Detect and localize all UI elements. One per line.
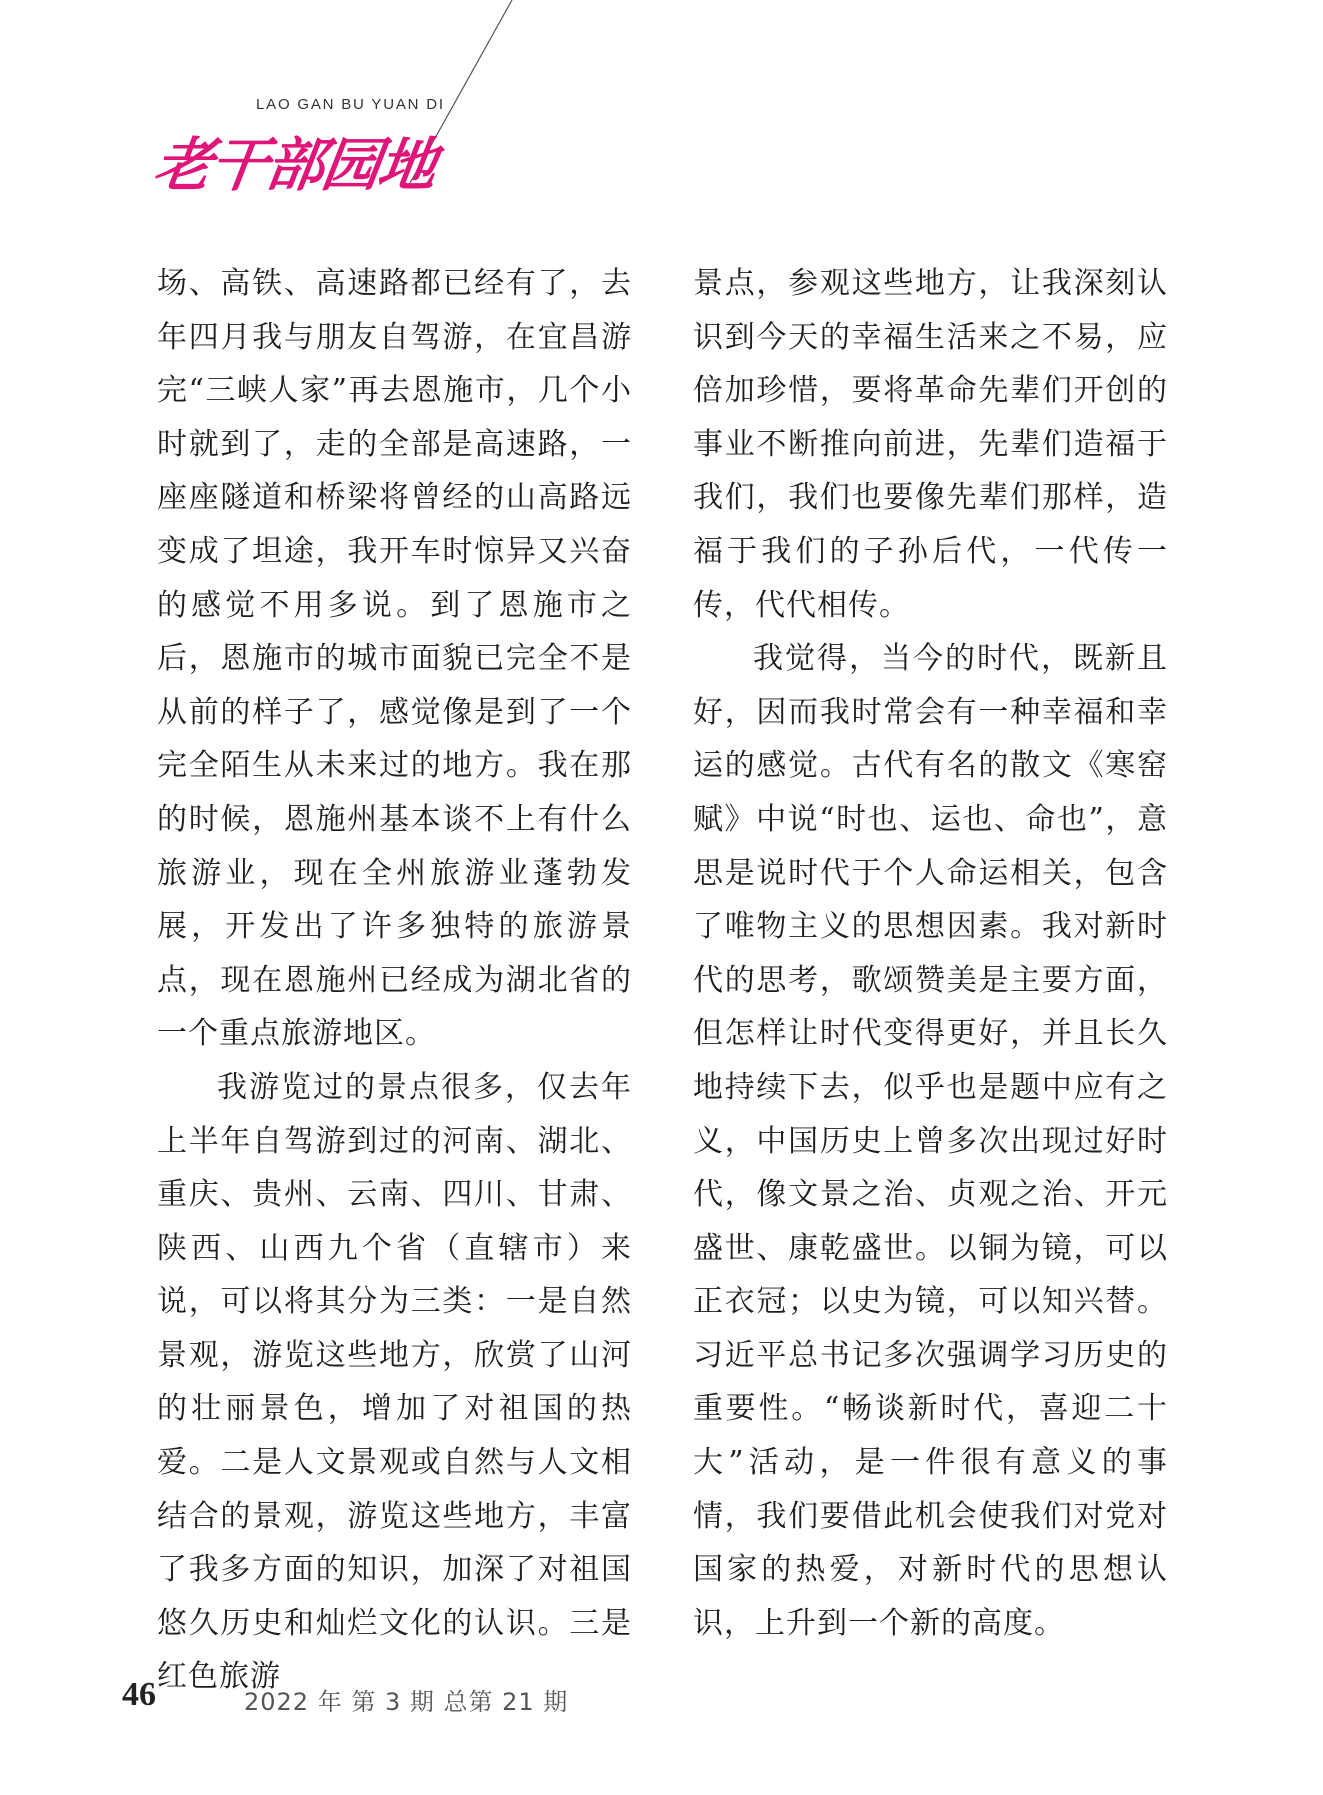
left-column xyxy=(157,257,632,1704)
magazine-logo: 老干部园地 xyxy=(149,131,440,199)
right-column xyxy=(693,257,1168,1650)
paragraph: 我游览过的景点很多，仅去年上半年自驾游到过的河南、湖北、重庆、贵州、云南、四川、甘肃、陕西、山西九个省（直辖市）来说，可以将其分为三类：一是自然景观，游览这些地方，欣赏了山河的壮丽景色，增加了对祖国的热爱。二是人文景观或自然与人文相结合的景观，游览这些地方，丰富了我多方面的知识，加深了对祖国悠久历史和灿烂文化的认识。三是红色旅游 xyxy=(157,1069,632,1695)
issue-info: 2022 年 第 3 期 总第 21 期 xyxy=(244,1688,569,1716)
page-header xyxy=(0,0,1323,200)
magazine-subtitle: LAO GAN BU YUAN DI xyxy=(256,96,445,113)
paragraph: 我觉得，当今的时代，既新且好，因而我时常会有一种幸福和幸运的感觉。古代有名的散文《寒窑赋》中说“时也、运也、命也”，意思是说时代于个人命运相关，包含了唯物主义的思想因素。我对新时代的思考，歌颂赞美是主要方面，但怎样让时代变得更好，并且长久地持续下去，似乎也是题中应有之义，中国历史上曾多次出现过好时代，像文景之治、贞观之治、开元盛世、康乾盛世。以铜为镜，可以正衣冠；以史为镜，可以知兴替。习近平总书记多次强调学习历史的重要性。“畅谈新时代，喜迎二十大”活动，是一件很有意义的事情，我们要借此机会使我们对党对国家的热爱，对新时代的思想认识，上升到一个新的高度。 xyxy=(693,641,1168,1641)
paragraph: 场、高铁、高速路都已经有了，去年四月我与朋友自驾游，在宜昌游完“三峡人家”再去恩施市，几个小时就到了，走的全部是高速路，一座座隧道和桥梁将曾经的山高路远变成了坦途，我开车时惊异又兴奋的感觉不用多说。到了恩施市之后，恩施市的城市面貌已完全不是从前的样子了，感觉像是到了一个完全陌生从未来过的地方。我在那的时候，恩施州基本谈不上有什么旅游业，现在全州旅游业蓬勃发展，开发出了许多独特的旅游景点，现在恩施州已经成为湖北省的一个重点旅游地区。 xyxy=(157,266,632,1052)
page-number: 46 xyxy=(122,1676,156,1713)
paragraph: 景点，参观这些地方，让我深刻认识到今天的幸福生活来之不易，应倍加珍惜，要将革命先辈们开创的事业不断推向前进，先辈们造福于我们，我们也要像先辈们那样，造福于我们的子孙后代，一代传一传，代代相传。 xyxy=(693,266,1168,623)
